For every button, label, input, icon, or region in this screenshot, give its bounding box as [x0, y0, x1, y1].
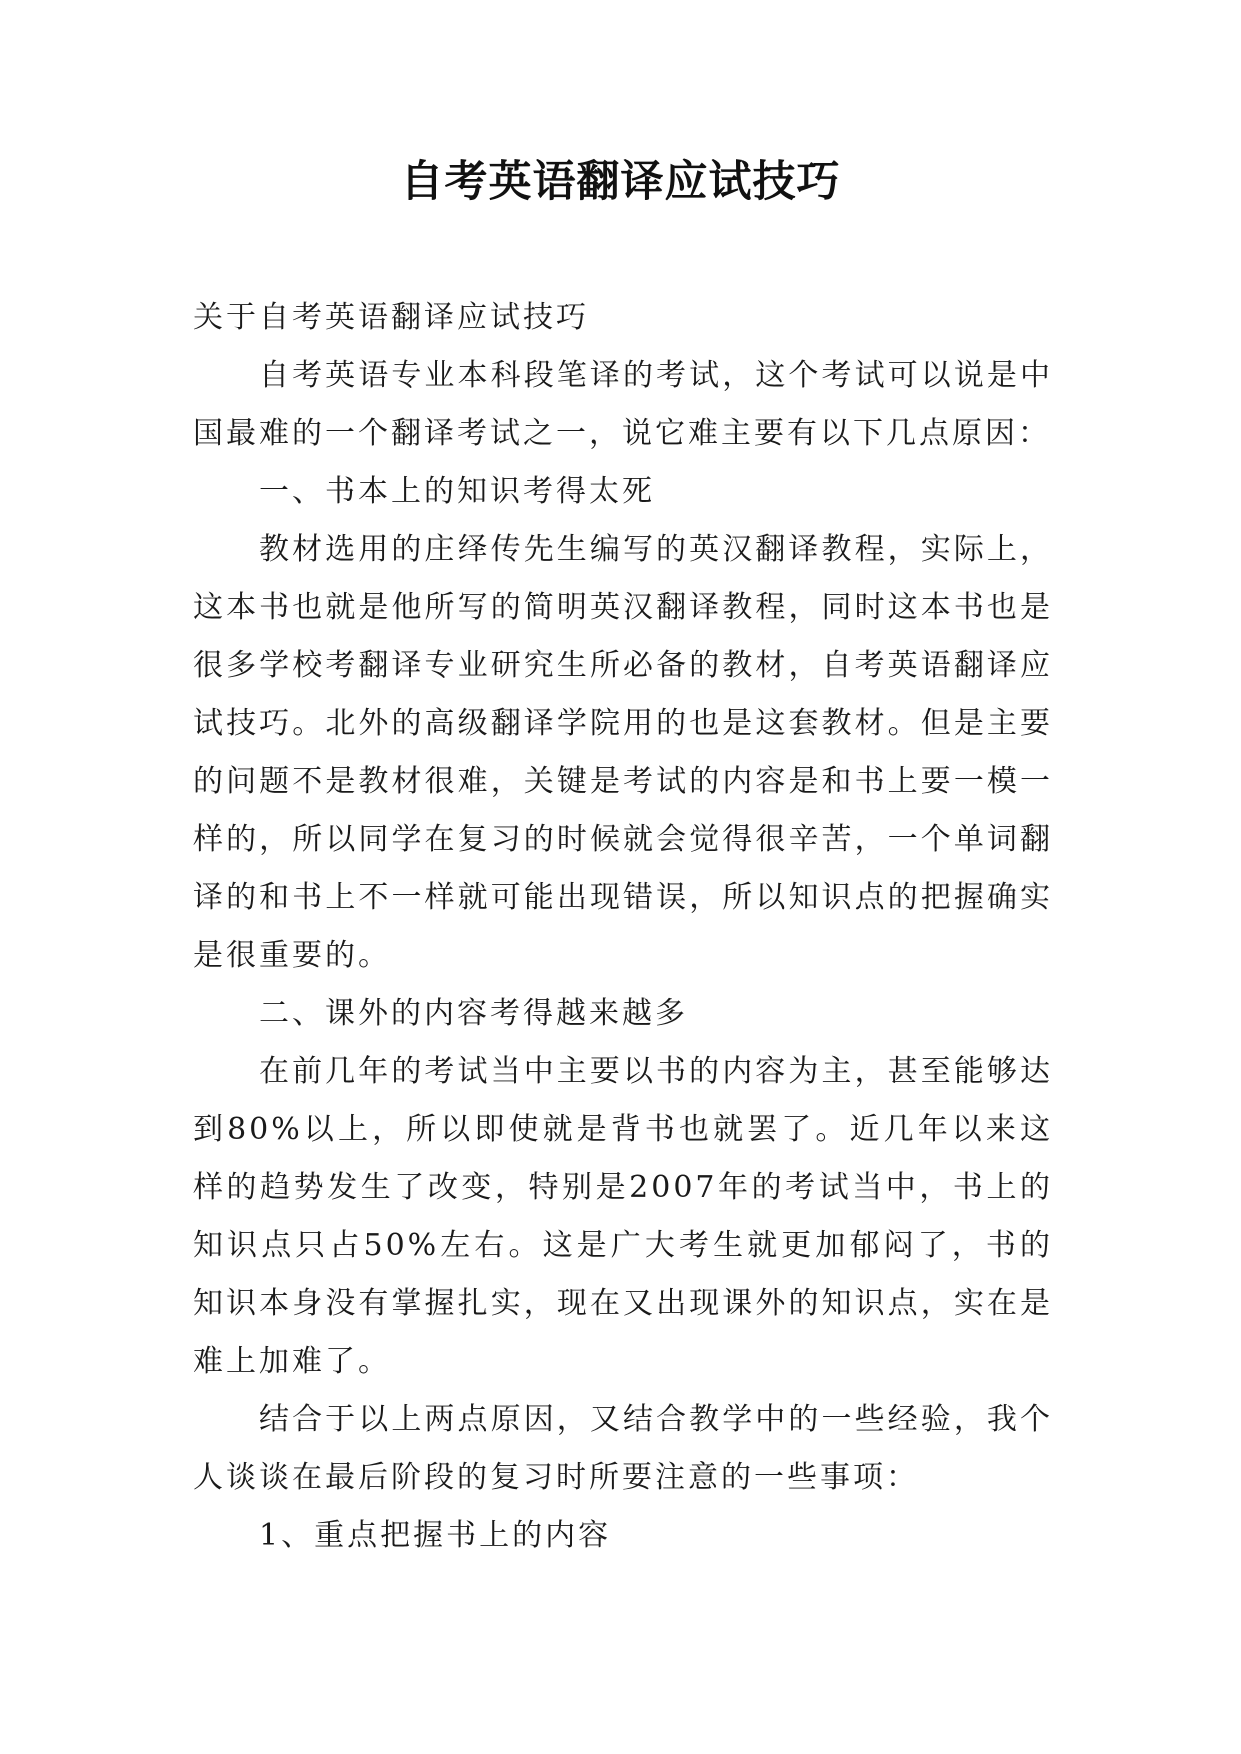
paragraph-summary: 结合于以上两点原因，又结合教学中的一些经验，我个人谈谈在最后阶段的复习时所要注意的一些事项： [193, 1402, 1053, 1495]
document-body [193, 289, 1053, 1565]
paragraph-textbook: 教材选用的庄绎传先生编写的英汉翻译教程，实际上，这本书也就是他所写的简明英汉翻译教程，同时这本书也是很多学校考翻译专业研究生所必备的教材，自考英语翻译应试技巧。北外的高级翻译学院用的也是这套教材。但是主要的问题不是教材很难，关键是考试的内容是和书上要一模一样的，所以同学在复习的时候就会觉得很辛苦，一个单词翻译的和书上不一样就可能出现错误，所以知识点的把握确实是很重要的。 [193, 532, 1053, 973]
heading-reason-two: 二、课外的内容考得越来越多 [259, 996, 688, 1031]
paragraph-exam-difficulty: 自考英语专业本科段笔译的考试，这个考试可以说是中国最难的一个翻译考试之一，说它难主要有以下几点原因： [193, 358, 1053, 451]
document-title: 自考英语翻译应试技巧 [400, 157, 841, 207]
heading-point-one: 1、重点把握书上的内容 [259, 1518, 612, 1553]
heading-reason-one: 一、书本上的知识考得太死 [259, 474, 655, 509]
intro-line: 关于自考英语翻译应试技巧 [193, 300, 589, 335]
paragraph-extracurricular: 在前几年的考试当中主要以书的内容为主，甚至能够达到80%以上，所以即使就是背书也就罢了。近几年以来这样的趋势发生了改变，特别是2007年的考试当中，书上的知识点只占50%左右。这是广大考生就更加郁闷了，书的知识本身没有掌握扎实，现在又出现课外的知识点，实在是难上加难了。 [193, 1054, 1053, 1379]
